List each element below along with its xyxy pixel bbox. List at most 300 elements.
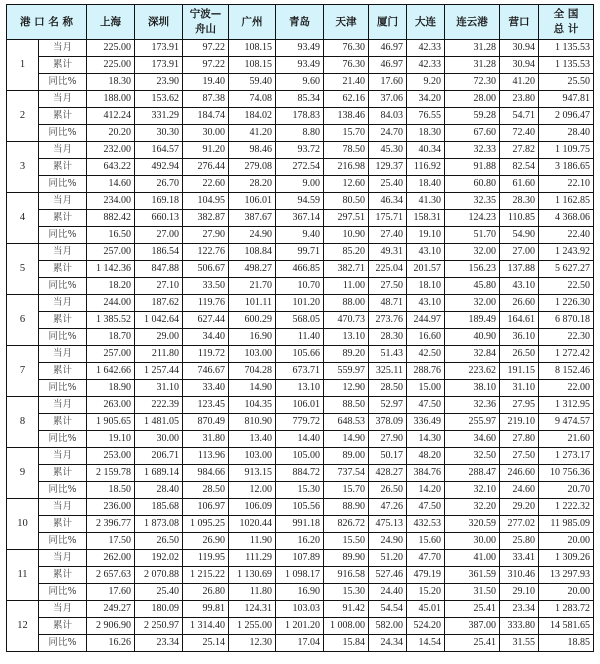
value-cell: 262.00 [87, 550, 135, 567]
value-cell: 582.00 [369, 618, 407, 635]
value-cell: 180.09 [135, 601, 183, 618]
value-cell: 1 481.05 [135, 414, 183, 431]
value-cell: 124.31 [229, 601, 276, 618]
month-number: 10 [7, 499, 39, 550]
table-row [7, 108, 594, 125]
value-cell: 93.49 [276, 57, 324, 74]
metric-label: 累计 [39, 567, 87, 584]
value-cell: 12.90 [324, 380, 369, 397]
value-cell: 80.50 [324, 193, 369, 210]
value-cell: 27.95 [500, 397, 539, 414]
value-cell: 648.53 [324, 414, 369, 431]
value-cell: 479.19 [407, 567, 445, 584]
value-cell: 432.53 [407, 516, 445, 533]
metric-label: 同比% [39, 329, 87, 346]
value-cell: 89.20 [324, 346, 369, 363]
value-cell: 333.80 [500, 618, 539, 635]
national-total-cell: 1 162.85 [539, 193, 594, 210]
value-cell: 25.41 [445, 635, 500, 652]
value-cell: 14.30 [407, 431, 445, 448]
value-cell: 169.18 [135, 193, 183, 210]
value-cell: 14.20 [407, 482, 445, 499]
value-cell: 15.20 [407, 584, 445, 601]
value-cell: 43.10 [500, 278, 539, 295]
value-cell: 32.00 [445, 244, 500, 261]
value-cell: 1 905.65 [87, 414, 135, 431]
national-total-cell: 20.70 [539, 482, 594, 499]
value-cell: 24.34 [369, 635, 407, 652]
value-cell: 384.76 [407, 465, 445, 482]
table-row [7, 159, 594, 176]
table-row [7, 261, 594, 278]
value-cell: 1 215.22 [183, 567, 229, 584]
national-total-cell: 1 135.53 [539, 40, 594, 57]
month-number: 6 [7, 295, 39, 346]
value-cell: 2 906.90 [87, 618, 135, 635]
table-row [7, 414, 594, 431]
value-cell: 30.94 [500, 57, 539, 74]
value-cell: 119.95 [183, 550, 229, 567]
value-cell: 191.15 [500, 363, 539, 380]
value-cell: 19.10 [407, 227, 445, 244]
table-row [7, 142, 594, 159]
value-cell: 45.01 [407, 601, 445, 618]
value-cell: 41.00 [445, 550, 500, 567]
value-cell: 34.20 [407, 91, 445, 108]
value-cell: 173.91 [135, 57, 183, 74]
value-cell: 187.62 [135, 295, 183, 312]
value-cell: 30.94 [500, 40, 539, 57]
value-cell: 263.00 [87, 397, 135, 414]
value-cell: 26.80 [183, 584, 229, 601]
table-row [7, 329, 594, 346]
value-cell: 85.34 [276, 91, 324, 108]
value-cell: 11.90 [229, 533, 276, 550]
port-throughput-table [6, 4, 594, 652]
value-cell: 30.30 [135, 125, 183, 142]
value-cell: 33.40 [183, 380, 229, 397]
value-cell: 10.70 [276, 278, 324, 295]
value-cell: 54.90 [500, 227, 539, 244]
value-cell: 524.20 [407, 618, 445, 635]
value-cell: 27.90 [369, 431, 407, 448]
value-cell: 87.38 [183, 91, 229, 108]
value-cell: 59.40 [229, 74, 276, 91]
table-row [7, 584, 594, 601]
value-cell: 737.54 [324, 465, 369, 482]
metric-label: 累计 [39, 108, 87, 125]
value-cell: 12.00 [229, 482, 276, 499]
value-cell: 37.06 [369, 91, 407, 108]
metric-label: 同比% [39, 380, 87, 397]
value-cell: 870.49 [183, 414, 229, 431]
value-cell: 466.85 [276, 261, 324, 278]
value-cell: 34.40 [183, 329, 229, 346]
table-row [7, 346, 594, 363]
value-cell: 108.15 [229, 40, 276, 57]
value-cell: 78.50 [324, 142, 369, 159]
value-cell: 29.20 [500, 499, 539, 516]
value-cell: 23.34 [135, 635, 183, 652]
table-row [7, 516, 594, 533]
value-cell: 188.00 [87, 91, 135, 108]
value-cell: 1 257.44 [135, 363, 183, 380]
value-cell: 1 314.40 [183, 618, 229, 635]
value-cell: 41.20 [229, 125, 276, 142]
value-cell: 627.44 [183, 312, 229, 329]
value-cell: 33.50 [183, 278, 229, 295]
value-cell: 101.20 [276, 295, 324, 312]
value-cell: 8.80 [276, 125, 324, 142]
value-cell: 412.24 [87, 108, 135, 125]
value-cell: 106.01 [229, 193, 276, 210]
value-cell: 336.49 [407, 414, 445, 431]
value-cell: 184.02 [229, 108, 276, 125]
port-header: 青岛 [276, 5, 324, 40]
value-cell: 40.34 [407, 142, 445, 159]
national-total-cell: 3 186.65 [539, 159, 594, 176]
value-cell: 85.20 [324, 244, 369, 261]
port-header: 连云港 [445, 5, 500, 40]
value-cell: 103.00 [229, 346, 276, 363]
value-cell: 105.66 [276, 346, 324, 363]
port-header: 上海 [87, 5, 135, 40]
table-row [7, 550, 594, 567]
value-cell: 18.10 [407, 278, 445, 295]
value-cell: 1 095.25 [183, 516, 229, 533]
value-cell: 31.28 [445, 40, 500, 57]
value-cell: 27.90 [183, 227, 229, 244]
value-cell: 84.03 [369, 108, 407, 125]
metric-label: 同比% [39, 431, 87, 448]
value-cell: 29.00 [135, 329, 183, 346]
metric-label: 累计 [39, 516, 87, 533]
value-cell: 94.59 [276, 193, 324, 210]
value-cell: 24.90 [229, 227, 276, 244]
value-cell: 164.61 [500, 312, 539, 329]
value-cell: 185.68 [135, 499, 183, 516]
table-row [7, 244, 594, 261]
value-cell: 18.40 [407, 176, 445, 193]
value-cell: 12.60 [324, 176, 369, 193]
value-cell: 27.80 [500, 431, 539, 448]
value-cell: 984.66 [183, 465, 229, 482]
value-cell: 30.00 [183, 125, 229, 142]
national-total-cell: 1 243.92 [539, 244, 594, 261]
value-cell: 13.10 [324, 329, 369, 346]
value-cell: 991.18 [276, 516, 324, 533]
national-total-cell: 11 985.09 [539, 516, 594, 533]
national-total-cell: 1 283.72 [539, 601, 594, 618]
value-cell: 99.81 [183, 601, 229, 618]
value-cell: 31.55 [500, 635, 539, 652]
value-cell: 387.00 [445, 618, 500, 635]
value-cell: 31.50 [445, 584, 500, 601]
value-cell: 9.60 [276, 74, 324, 91]
value-cell: 387.67 [229, 210, 276, 227]
value-cell: 31.10 [500, 380, 539, 397]
value-cell: 27.10 [135, 278, 183, 295]
national-total-cell: 6 870.18 [539, 312, 594, 329]
table-row [7, 57, 594, 74]
month-number: 8 [7, 397, 39, 448]
value-cell: 1 689.14 [135, 465, 183, 482]
value-cell: 1 255.00 [229, 618, 276, 635]
metric-label: 累计 [39, 57, 87, 74]
value-cell: 105.00 [276, 448, 324, 465]
value-cell: 164.57 [135, 142, 183, 159]
table-row [7, 125, 594, 142]
metric-label: 累计 [39, 363, 87, 380]
table-row [7, 40, 594, 57]
value-cell: 1 873.08 [135, 516, 183, 533]
port-header: 营口 [500, 5, 539, 40]
value-cell: 51.43 [369, 346, 407, 363]
value-cell: 106.01 [276, 397, 324, 414]
value-cell: 1020.44 [229, 516, 276, 533]
table-row [7, 312, 594, 329]
value-cell: 98.46 [229, 142, 276, 159]
value-cell: 50.17 [369, 448, 407, 465]
metric-label: 同比% [39, 533, 87, 550]
value-cell: 28.50 [369, 380, 407, 397]
value-cell: 1 201.20 [276, 618, 324, 635]
value-cell: 124.23 [445, 210, 500, 227]
value-cell: 277.02 [500, 516, 539, 533]
value-cell: 673.71 [276, 363, 324, 380]
value-cell: 810.90 [229, 414, 276, 431]
value-cell: 19.40 [183, 74, 229, 91]
value-cell: 45.80 [445, 278, 500, 295]
month-number: 12 [7, 601, 39, 652]
value-cell: 272.54 [276, 159, 324, 176]
value-cell: 1 130.69 [229, 567, 276, 584]
value-cell: 916.58 [324, 567, 369, 584]
port-header: 广州 [229, 5, 276, 40]
value-cell: 45.30 [369, 142, 407, 159]
total-header-line1: 全 国 [553, 8, 579, 20]
metric-label: 当月 [39, 142, 87, 159]
value-cell: 15.30 [324, 584, 369, 601]
value-cell: 297.51 [324, 210, 369, 227]
national-total-cell: 1 272.42 [539, 346, 594, 363]
value-cell: 2 250.97 [135, 618, 183, 635]
national-total-header [539, 5, 594, 40]
metric-label: 累计 [39, 414, 87, 431]
table-row [7, 618, 594, 635]
national-total-cell: 22.40 [539, 227, 594, 244]
value-cell: 31.10 [135, 380, 183, 397]
value-cell: 36.10 [500, 329, 539, 346]
metric-label: 当月 [39, 40, 87, 57]
value-cell: 244.97 [407, 312, 445, 329]
value-cell: 104.35 [229, 397, 276, 414]
value-cell: 498.27 [229, 261, 276, 278]
value-cell: 746.67 [183, 363, 229, 380]
value-cell: 178.83 [276, 108, 324, 125]
value-cell: 62.16 [324, 91, 369, 108]
national-total-cell: 1 135.53 [539, 57, 594, 74]
port-name-header: 港 口 名 称 [7, 5, 87, 40]
value-cell: 113.96 [183, 448, 229, 465]
value-cell: 93.72 [276, 142, 324, 159]
value-cell: 26.50 [500, 346, 539, 363]
value-cell: 111.29 [229, 550, 276, 567]
national-total-cell: 18.85 [539, 635, 594, 652]
table-row [7, 295, 594, 312]
value-cell: 492.94 [135, 159, 183, 176]
value-cell: 51.70 [445, 227, 500, 244]
value-cell: 32.35 [445, 193, 500, 210]
value-cell: 28.40 [135, 482, 183, 499]
value-cell: 91.20 [183, 142, 229, 159]
value-cell: 12.30 [229, 635, 276, 652]
value-cell: 14.54 [407, 635, 445, 652]
value-cell: 186.54 [135, 244, 183, 261]
value-cell: 600.29 [229, 312, 276, 329]
metric-label: 当月 [39, 91, 87, 108]
value-cell: 103.03 [276, 601, 324, 618]
metric-label: 同比% [39, 227, 87, 244]
metric-label: 同比% [39, 482, 87, 499]
value-cell: 129.37 [369, 159, 407, 176]
total-header-line2: 总 计 [553, 23, 579, 35]
table-row [7, 601, 594, 618]
value-cell: 367.14 [276, 210, 324, 227]
table-row [7, 363, 594, 380]
national-total-cell: 9 474.57 [539, 414, 594, 431]
value-cell: 234.00 [87, 193, 135, 210]
value-cell: 31.80 [183, 431, 229, 448]
value-cell: 225.00 [87, 40, 135, 57]
value-cell: 15.30 [276, 482, 324, 499]
value-cell: 15.70 [324, 125, 369, 142]
value-cell: 97.22 [183, 40, 229, 57]
value-cell: 884.72 [276, 465, 324, 482]
value-cell: 257.00 [87, 244, 135, 261]
metric-label: 同比% [39, 176, 87, 193]
table-row [7, 91, 594, 108]
value-cell: 28.00 [445, 91, 500, 108]
value-cell: 18.50 [87, 482, 135, 499]
value-cell: 244.00 [87, 295, 135, 312]
month-number: 4 [7, 193, 39, 244]
national-total-cell: 22.10 [539, 176, 594, 193]
value-cell: 43.10 [407, 244, 445, 261]
table-row [7, 176, 594, 193]
value-cell: 41.30 [407, 193, 445, 210]
value-cell: 101.11 [229, 295, 276, 312]
value-cell: 28.30 [500, 193, 539, 210]
value-cell: 116.92 [407, 159, 445, 176]
table-row [7, 74, 594, 91]
value-cell: 122.76 [183, 244, 229, 261]
value-cell: 48.20 [407, 448, 445, 465]
value-cell: 779.72 [276, 414, 324, 431]
value-cell: 108.15 [229, 57, 276, 74]
table-body [7, 40, 594, 652]
metric-label: 累计 [39, 210, 87, 227]
port-header: 天津 [324, 5, 369, 40]
value-cell: 18.70 [87, 329, 135, 346]
value-cell: 382.71 [324, 261, 369, 278]
month-number: 5 [7, 244, 39, 295]
value-cell: 32.84 [445, 346, 500, 363]
value-cell: 288.76 [407, 363, 445, 380]
value-cell: 16.20 [276, 533, 324, 550]
value-cell: 24.70 [369, 125, 407, 142]
value-cell: 18.30 [407, 125, 445, 142]
table-row [7, 193, 594, 210]
value-cell: 14.40 [276, 431, 324, 448]
value-cell: 22.60 [183, 176, 229, 193]
value-cell: 42.33 [407, 57, 445, 74]
value-cell: 16.60 [407, 329, 445, 346]
value-cell: 9.20 [407, 74, 445, 91]
value-cell: 19.10 [87, 431, 135, 448]
metric-label: 当月 [39, 346, 87, 363]
port-header: 厦门 [369, 5, 407, 40]
value-cell: 76.30 [324, 57, 369, 74]
value-cell: 222.39 [135, 397, 183, 414]
value-cell: 52.97 [369, 397, 407, 414]
value-cell: 253.00 [87, 448, 135, 465]
value-cell: 16.90 [276, 584, 324, 601]
value-cell: 31.28 [445, 57, 500, 74]
value-cell: 2 159.78 [87, 465, 135, 482]
metric-label: 累计 [39, 312, 87, 329]
value-cell: 216.98 [324, 159, 369, 176]
table-row [7, 567, 594, 584]
month-number: 7 [7, 346, 39, 397]
metric-label: 累计 [39, 261, 87, 278]
national-total-cell: 5 627.27 [539, 261, 594, 278]
value-cell: 32.10 [445, 482, 500, 499]
header-row [7, 5, 594, 40]
value-cell: 32.50 [445, 448, 500, 465]
table-row [7, 448, 594, 465]
value-cell: 43.10 [407, 295, 445, 312]
value-cell: 15.50 [324, 533, 369, 550]
value-cell: 826.72 [324, 516, 369, 533]
month-number: 1 [7, 40, 39, 91]
metric-label: 同比% [39, 74, 87, 91]
value-cell: 246.60 [500, 465, 539, 482]
value-cell: 913.15 [229, 465, 276, 482]
value-cell: 506.67 [183, 261, 229, 278]
metric-label: 当月 [39, 397, 87, 414]
value-cell: 24.40 [369, 584, 407, 601]
value-cell: 527.46 [369, 567, 407, 584]
value-cell: 99.71 [276, 244, 324, 261]
national-total-cell: 21.60 [539, 431, 594, 448]
value-cell: 15.60 [407, 533, 445, 550]
value-cell: 108.84 [229, 244, 276, 261]
value-cell: 660.13 [135, 210, 183, 227]
value-cell: 223.62 [445, 363, 500, 380]
value-cell: 1 142.36 [87, 261, 135, 278]
value-cell: 26.50 [369, 482, 407, 499]
value-cell: 1 008.00 [324, 618, 369, 635]
value-cell: 25.14 [183, 635, 229, 652]
value-cell: 24.90 [369, 533, 407, 550]
port-header: 宁波—舟山 [183, 5, 229, 40]
value-cell: 33.41 [500, 550, 539, 567]
value-cell: 47.70 [407, 550, 445, 567]
value-cell: 847.88 [135, 261, 183, 278]
value-cell: 26.60 [500, 295, 539, 312]
national-total-cell: 28.40 [539, 125, 594, 142]
